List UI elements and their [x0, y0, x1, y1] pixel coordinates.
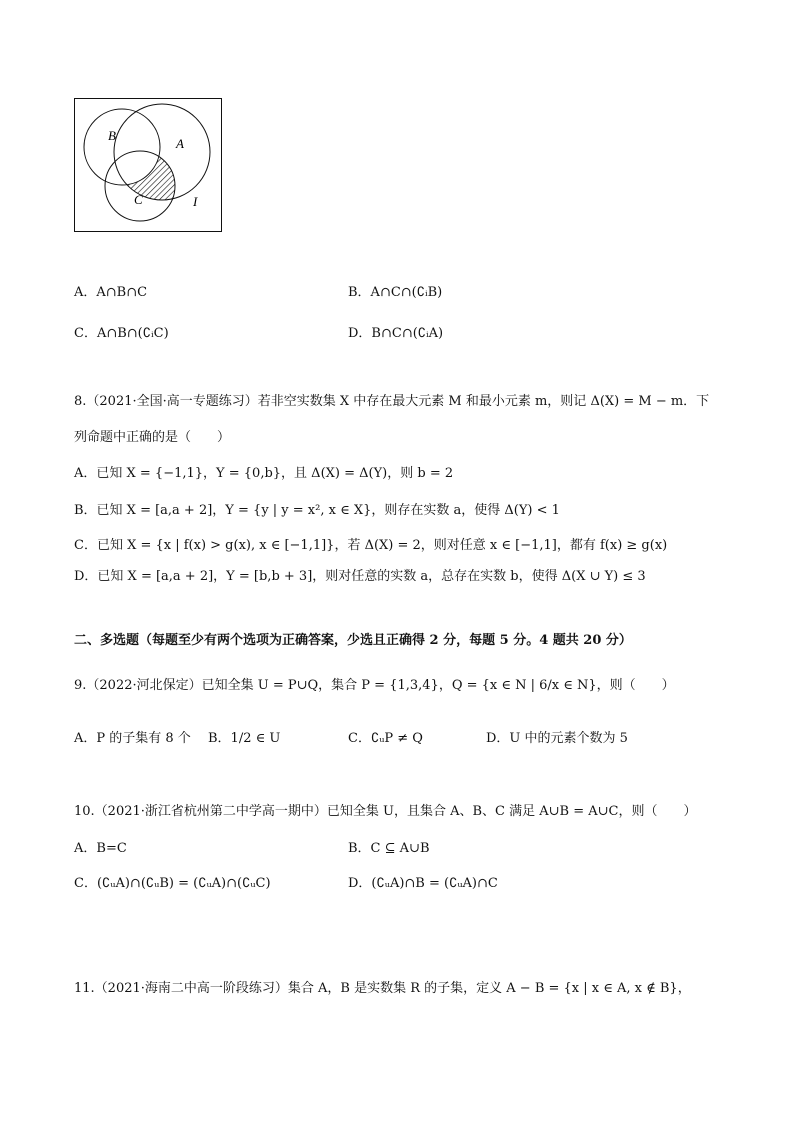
q9-option-c: C．∁ᵤP ≠ Q: [348, 731, 423, 746]
label-a: A: [176, 136, 184, 151]
q10-option-d: D．(∁ᵤA)∩B = (∁ᵤA)∩C: [348, 876, 498, 891]
q9-option-a: A．P 的子集有 8 个: [74, 731, 191, 746]
q7-option-c: C．A∩B∩(∁ᵢC): [74, 326, 169, 341]
q8-stem-line2: 列命题中正确的是（ ）: [74, 430, 231, 445]
section-2-title: 二、多选题（每题至少有两个选项为正确答案，少选且正确得 2 分，每题 5 分。4 题共 20 分）: [74, 633, 632, 648]
q7-option-b: B．A∩C∩(∁ᵢB): [348, 285, 443, 300]
q9-option-d: D．U 中的元素个数为 5: [486, 731, 628, 746]
q9-stem: 9.（2022·河北保定）已知全集 U = P∪Q，集合 P = {1,3,4}，Q = {x ∈ N | 6/x ∈ N}，则（ ）: [74, 678, 675, 693]
q7-option-d: D．B∩C∩(∁ᵢA): [348, 326, 444, 341]
q9-option-b: B．1/2 ∈ U: [208, 731, 281, 746]
q10-option-c: C．(∁ᵤA)∩(∁ᵤB) = (∁ᵤA)∩(∁ᵤC): [74, 876, 271, 891]
q8-option-b: B．已知 X = [a,a + 2]，Y = {y | y = x², x ∈ X}，则存在实数 a，使得 Δ(Y) < 1: [74, 503, 560, 518]
q10-option-b: B．C ⊆ A∪B: [348, 841, 430, 856]
q10-option-a: A．B=C: [74, 841, 127, 856]
q8-stem-line1: 8.（2021·全国·高一专题练习）若非空实数集 X 中存在最大元素 M 和最小元素 m，则记 Δ(X) = M − m．下: [74, 394, 710, 409]
q11-stem: 11.（2021·海南二中高一阶段练习）集合 A，B 是实数集 R 的子集，定义 A − B = {x | x ∈ A, x ∉ B}，: [74, 981, 691, 996]
q8-option-d: D．已知 X = [a,a + 2]，Y = [b,b + 3]，则对任意的实数 a，总存在实数 b，使得 Δ(X ∪ Y) ≤ 3: [74, 569, 646, 584]
venn-diagram: [74, 98, 222, 232]
q8-option-a: A．已知 X = {−1,1}，Y = {0,b}，且 Δ(X) = Δ(Y)，则 b = 2: [74, 466, 454, 481]
q10-stem: 10.（2021·浙江省杭州第二中学高一期中）已知全集 U，且集合 A、B、C 满足 A∪B = A∪C，则（ ）: [74, 804, 697, 819]
label-c: C: [134, 192, 143, 207]
label-b: B: [108, 128, 116, 143]
label-i: I: [193, 194, 198, 209]
q7-option-a: A．A∩B∩C: [74, 285, 148, 300]
q8-option-c: C．已知 X = {x | f(x) > g(x), x ∈ [−1,1]}，若 Δ(X) = 2，则对任意 x ∈ [−1,1]，都有 f(x) ≥ g(x): [74, 538, 668, 553]
